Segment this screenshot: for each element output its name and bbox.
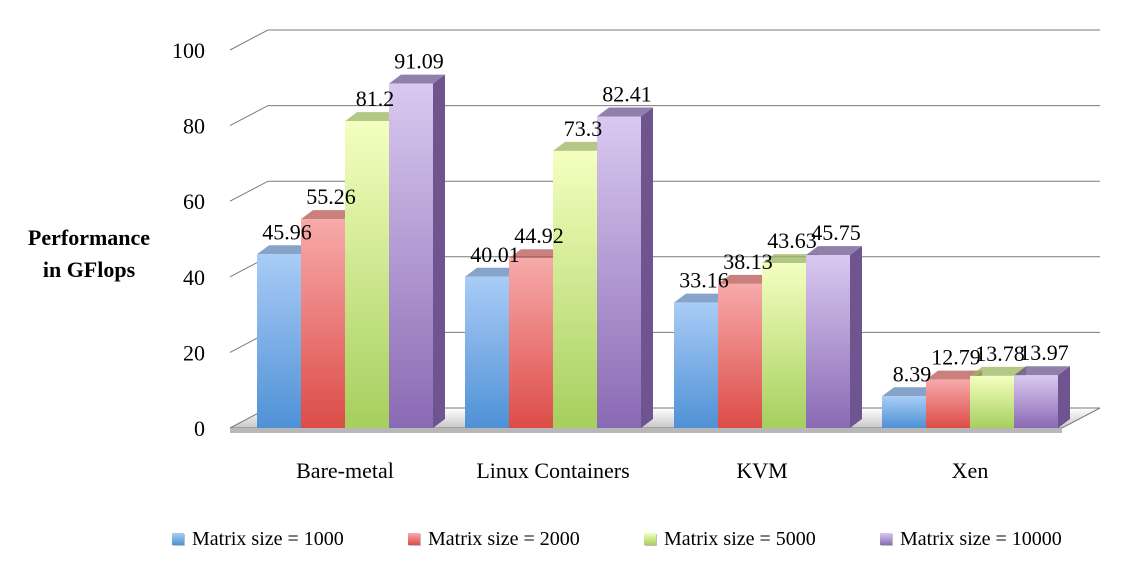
x-tick-label: Bare-metal: [296, 458, 394, 483]
data-label: 45.75: [811, 220, 861, 246]
bar-front: [970, 376, 1014, 428]
bar-front: [257, 254, 301, 428]
bar-front: [718, 284, 762, 428]
data-label: 55.26: [306, 184, 356, 210]
legend-item-series-2: [408, 524, 580, 554]
data-label: 45.96: [262, 219, 312, 245]
data-label: 81.2: [355, 86, 395, 112]
y-tick-label: 100: [172, 38, 205, 63]
bar-front: [345, 121, 389, 428]
floor-edge: [230, 428, 1062, 433]
bar: [597, 107, 653, 428]
bar: [806, 246, 862, 428]
bar: [389, 75, 445, 428]
y-axis-title-line-2: in GFlops: [42, 257, 136, 282]
bar-front: [553, 151, 597, 428]
data-label: 38.13: [723, 248, 773, 274]
x-tick-label: KVM: [736, 458, 788, 483]
legend-swatch-series-4: [880, 533, 892, 545]
x-tick-label: Xen: [951, 458, 989, 483]
data-label: 82.41: [602, 81, 652, 107]
legend-swatch-series-1: [172, 533, 184, 545]
data-label: 91.09: [394, 48, 444, 74]
legend-item-series-3: [644, 524, 816, 554]
bar: [1014, 366, 1070, 428]
bar-side: [641, 107, 653, 428]
legend-label-series-1: Matrix size = 1000: [192, 527, 344, 550]
bar-side: [433, 75, 445, 428]
data-label: 40.01: [470, 241, 520, 267]
y-axis-title-line-1: Performance: [27, 225, 151, 250]
gridline: [230, 30, 1100, 50]
bar-front: [762, 263, 806, 428]
bar-front: [301, 219, 345, 428]
bar-front: [926, 380, 970, 428]
bar-front: [389, 84, 433, 428]
bar-front: [806, 255, 850, 428]
y-tick-label: 40: [183, 264, 205, 290]
bar-side: [850, 246, 862, 428]
legend-swatch-series-2: [408, 533, 420, 545]
bar-front: [1014, 375, 1058, 428]
bar-front: [674, 303, 718, 428]
legend-label-series-3: Matrix size = 5000: [664, 527, 816, 550]
data-label: 13.78: [975, 340, 1025, 366]
bar-side: [1058, 366, 1070, 428]
x-axis-ticks: [296, 458, 988, 483]
data-label: 43.63: [767, 228, 817, 254]
y-tick-label: 80: [183, 113, 205, 139]
y-tick-label: 0: [194, 416, 205, 441]
legend-item-series-4: [880, 524, 1062, 554]
bar-front: [882, 396, 926, 428]
legend-label-series-2: Matrix size = 2000: [428, 527, 580, 550]
bar-front: [597, 116, 641, 428]
y-tick-label: 20: [183, 340, 205, 366]
data-label: 73.3: [563, 115, 603, 141]
data-label: 12.79: [931, 344, 981, 370]
data-label: 13.97: [1019, 340, 1069, 366]
legend: [0, 524, 1128, 554]
bar-front: [465, 277, 509, 428]
x-tick-label: Linux Containers: [476, 458, 630, 483]
y-axis-title: [4, 222, 174, 286]
data-label: 8.39: [892, 361, 932, 387]
legend-item-series-1: [172, 524, 344, 554]
data-label: 33.16: [679, 267, 729, 293]
legend-swatch-series-3: [644, 533, 656, 545]
y-tick-label: 60: [183, 189, 205, 215]
bars: [257, 75, 1070, 428]
legend-label-series-4: Matrix size = 10000: [900, 527, 1062, 550]
bar-front: [509, 258, 553, 428]
y-axis-ticks: [172, 38, 205, 441]
data-label: 44.92: [514, 223, 564, 249]
